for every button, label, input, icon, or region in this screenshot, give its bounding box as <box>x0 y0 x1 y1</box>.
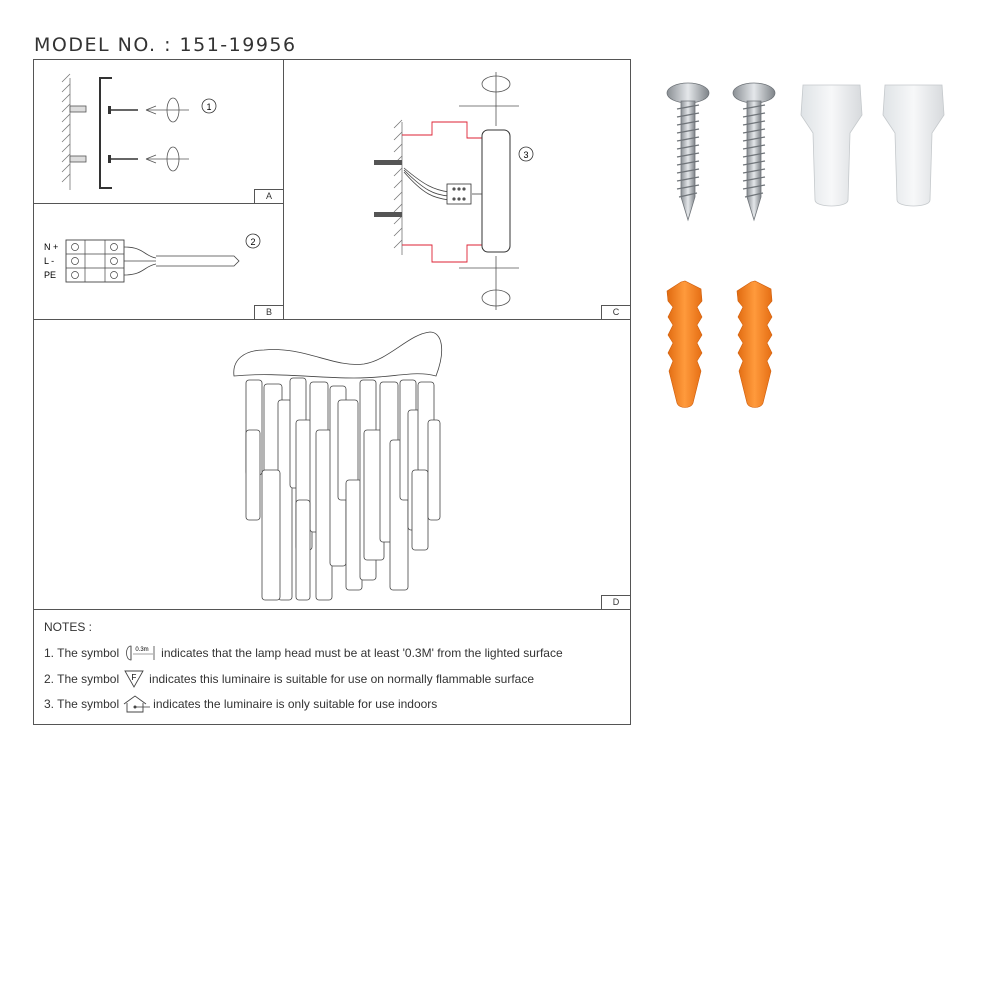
panel-b-label: B <box>254 305 283 319</box>
screw-icon <box>733 83 775 220</box>
note-2 <box>44 669 534 689</box>
panel-c-fitting <box>283 59 631 320</box>
screw-icon <box>667 83 709 220</box>
note-2-symbol-text: F <box>131 673 137 682</box>
wall-plug-icon <box>737 281 772 408</box>
wall-plug-icon <box>667 281 702 408</box>
hardware-kit <box>655 75 965 420</box>
note-1-prefix: 1. The symbol <box>44 646 120 660</box>
step-2-number: 2 <box>250 237 256 247</box>
panel-a-label: A <box>254 189 283 203</box>
note-3 <box>44 694 437 714</box>
note-3-prefix: 3. The symbol <box>44 697 120 711</box>
panel-d-label: D <box>601 595 630 609</box>
flammable-surface-icon <box>123 669 145 689</box>
wire-connector-icon <box>801 85 862 206</box>
note-1 <box>44 644 563 662</box>
notes-box <box>33 609 631 725</box>
panel-b-wiring <box>33 203 284 320</box>
panel-d-luminaire <box>33 319 631 610</box>
panel-a-diagram <box>34 60 283 203</box>
terminal-pe-label: PE <box>44 270 57 280</box>
luminaire-drawing <box>34 320 630 609</box>
note-1-symbol-text: 0.3m <box>135 647 149 653</box>
panel-c-label: C <box>601 305 630 319</box>
panel-b-diagram <box>34 204 283 319</box>
model-number: MODEL NO. : 151-19956 <box>34 34 297 56</box>
note-2-prefix: 2. The symbol <box>44 672 120 686</box>
note-3-text: indicates the luminaire is only suitable for use indoors <box>153 697 438 711</box>
terminal-l-label: L - <box>44 256 55 266</box>
step-1-number: 1 <box>206 102 212 112</box>
note-1-text: indicates that the lamp head must be at least '0.3M' from the lighted surface <box>161 646 563 660</box>
note-2-text: indicates this luminaire is suitable for use on normally flammable surface <box>149 672 534 686</box>
terminal-n-label: N + <box>44 242 59 252</box>
panel-a-wall-mounting <box>33 59 284 204</box>
step-3-number: 3 <box>523 150 529 160</box>
indoor-use-icon <box>121 694 151 714</box>
distance-0-3m-icon <box>123 644 157 662</box>
panel-c-diagram <box>284 60 630 319</box>
wire-connector-icon <box>883 85 944 206</box>
notes-title: NOTES : <box>44 620 93 634</box>
